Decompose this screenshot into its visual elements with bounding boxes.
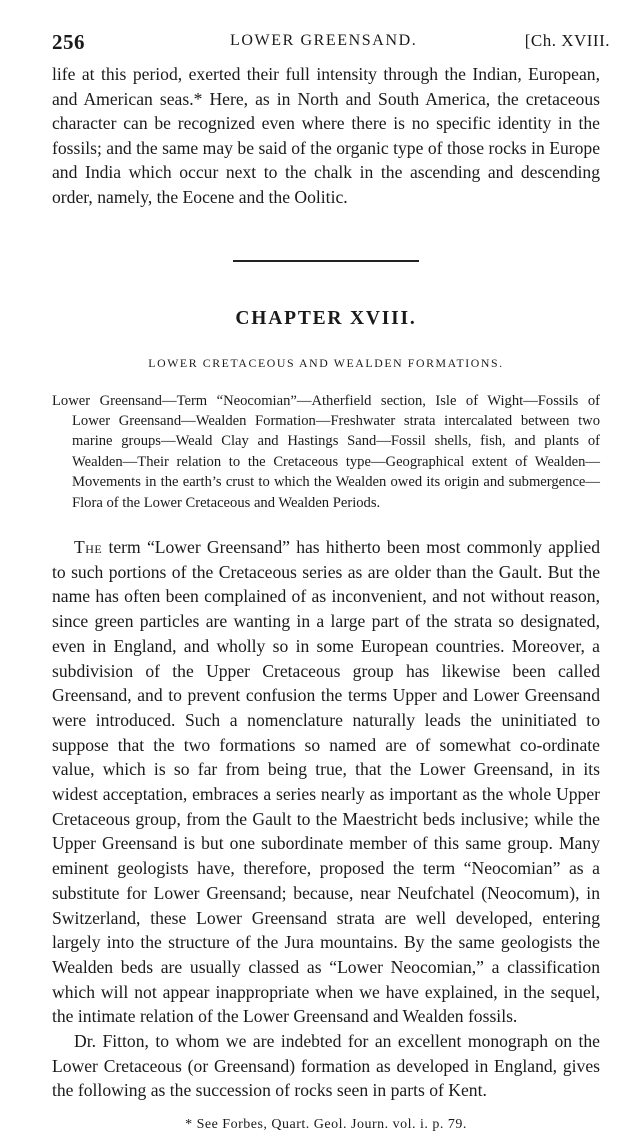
running-title: LOWER GREENSAND. xyxy=(230,32,418,49)
chapter-subtitle: LOWER CRETACEOUS AND WEALDEN FORMATIONS. xyxy=(148,355,504,370)
chapter-synopsis: Lower Greensand—Term “Neocomian”—Atherfield section, Isle of Wight—Fossils of Lower Greensand—Wealden Formation—Freshwater strata intercalated between two marine groups—Weald Clay and Hastings Sand—Fossil shells, fish, and plants of Wealden—Their relation to the Cretaceous type—Geographical extent of Wealden—Movements in the earth’s crust to which the Wealden owed its origin and submergence—Flora of the Lower Cretaceous and Wealden Periods. xyxy=(52,392,600,511)
paragraph-lead-word: The xyxy=(74,537,103,557)
page-number: 256 xyxy=(52,30,85,54)
running-head xyxy=(52,28,610,62)
continued-paragraph: life at this period, exerted their full intensity through the Indian, European, and American seas.* Here, as in North and South America, the cretaceous character can be recognized even where there is no specific identity in the fossils; and the same may be said of the organic type of those rocks in Europe and India which occur next to the chalk in the ascending and descending order, namely, the Eocene and the Oolitic. xyxy=(52,64,600,207)
chapter-heading: CHAPTER XVIII. xyxy=(235,307,417,329)
footnote: * See Forbes, Quart. Geol. Journ. vol. i. p. 79. xyxy=(185,1117,467,1133)
section-divider xyxy=(233,260,419,262)
book-page xyxy=(52,28,610,1133)
body-paragraph xyxy=(52,1029,600,1103)
chapter-reference: [Ch. XVIII. xyxy=(524,31,610,50)
paragraph-text: term “Lower Greensand” has hitherto been most commonly applied to such portions of the Cretaceous series as are older than the Gault. But the name has often been complained of as inconvenient, and not without reason, since green particles are wanting in a large part of the strata so designated, even in England, and wholly so in some European countries. Moreover, a subdivision of the Upper Cretaceous group has likewise been called Greensand, and to prevent confusion the terms Upper and Lower Greensand were introduced. Such a nomenclature naturally leads the uninitiated to suppose that the two formations so named are of somewhat co-ordinate value, which is so far from being true, that the Lower Greensand, in its widest acceptation, embraces a series nearly as important as the whole Upper Cretaceous group, from the Gault to the Maestricht beds inclusive; while the Upper Greensand is but one subordinate member of this same group. Many eminent geologists have, therefore, proposed the term “Neocomian” as a substitute for Lower Greensand; because, near Neufchatel (Neocomum), in Switzerland, these Lower Greensand strata are well developed, entering largely into the structure of the Jura mountains. By the same geologists the Wealden beds are usually classed as “Lower Neocomian,” a classification which will not appear inappropriate when we have explained, in the sequel, the intimate relation of the Lower Greensand and Wealden fossils. xyxy=(52,537,600,1027)
body-paragraph xyxy=(52,535,600,1029)
paragraph-text: Dr. Fitton, to whom we are indebted for an excellent monograph on the Lower Cretaceous (or Greensand) formation as developed in England, gives the following as the succession of rocks seen in parts of Kent. xyxy=(52,1031,600,1101)
